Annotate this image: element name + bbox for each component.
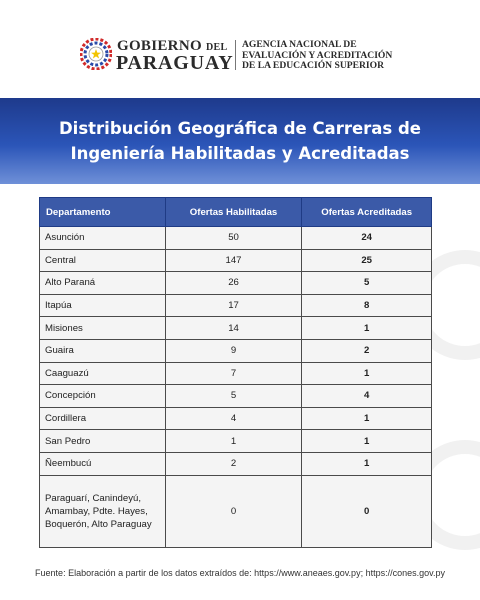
table-row [40, 249, 432, 272]
page-title: Distribución Geográfica de Carreras de Ingeniería Habilitadas y Acreditadas [58, 119, 421, 163]
table-row [40, 362, 432, 385]
habilitadas-cell: 147 [165, 249, 302, 272]
habilitadas-cell: 7 [165, 362, 302, 385]
habilitadas-cell: 9 [165, 339, 302, 362]
acreditadas-cell: 5 [302, 272, 432, 295]
department-cell: Alto Paraná [40, 272, 166, 295]
agency-name: AGENCIA NACIONAL DE EVALUACIÓN Y ACREDITACIÓN DE LA EDUCACIÓN SUPERIOR [242, 39, 393, 71]
department-cell: Cordillera [40, 407, 166, 430]
national-seal-icon [80, 38, 112, 70]
department-cell: Central [40, 249, 166, 272]
department-cell: Concepción [40, 385, 166, 408]
habilitadas-cell: 14 [165, 317, 302, 340]
departments-table [39, 197, 432, 548]
table-row [40, 407, 432, 430]
department-cell: Paraguarí, Canindeyú, Amambay, Pdte. Hayes, Boquerón, Alto Paraguay [40, 475, 166, 547]
habilitadas-cell: 0 [165, 475, 302, 547]
department-cell: Guaira [40, 339, 166, 362]
acreditadas-cell: 2 [302, 339, 432, 362]
header [0, 0, 480, 98]
logo-divider [235, 40, 236, 70]
table-row [40, 475, 432, 547]
department-cell: Caaguazú [40, 362, 166, 385]
habilitadas-cell: 2 [165, 452, 302, 475]
column-header-habilitadas: Ofertas Habilitadas [165, 198, 302, 227]
table-row [40, 272, 432, 295]
table-row [40, 317, 432, 340]
department-cell: Itapúa [40, 294, 166, 317]
column-header-acreditadas: Ofertas Acreditadas [302, 198, 432, 227]
table-header-row [40, 198, 432, 227]
table-row [40, 294, 432, 317]
acreditadas-cell: 8 [302, 294, 432, 317]
source-note: Fuente: Elaboración a partir de los datos extraídos de: https://www.aneaes.gov.py; https://cones.gov.py [35, 568, 445, 578]
habilitadas-cell: 5 [165, 385, 302, 408]
department-cell: Misiones [40, 317, 166, 340]
acreditadas-cell: 1 [302, 430, 432, 453]
acreditadas-cell: 1 [302, 407, 432, 430]
acreditadas-cell: 25 [302, 249, 432, 272]
acreditadas-cell: 0 [302, 475, 432, 547]
habilitadas-cell: 17 [165, 294, 302, 317]
gobierno-title: GOBIERNO DEL [117, 38, 228, 54]
habilitadas-cell: 26 [165, 272, 302, 295]
table-row [40, 227, 432, 250]
department-cell: Ñeembucú [40, 452, 166, 475]
table-row [40, 430, 432, 453]
habilitadas-cell: 4 [165, 407, 302, 430]
table-row [40, 452, 432, 475]
habilitadas-cell: 50 [165, 227, 302, 250]
department-cell: San Pedro [40, 430, 166, 453]
column-header-departamento: Departamento [40, 198, 166, 227]
habilitadas-cell: 1 [165, 430, 302, 453]
department-cell: Asunción [40, 227, 166, 250]
acreditadas-cell: 1 [302, 452, 432, 475]
acreditadas-cell: 4 [302, 385, 432, 408]
table-row [40, 385, 432, 408]
acreditadas-cell: 1 [302, 317, 432, 340]
paraguay-title: PARAGUAY [116, 52, 234, 74]
acreditadas-cell: 1 [302, 362, 432, 385]
table-row [40, 339, 432, 362]
acreditadas-cell: 24 [302, 227, 432, 250]
